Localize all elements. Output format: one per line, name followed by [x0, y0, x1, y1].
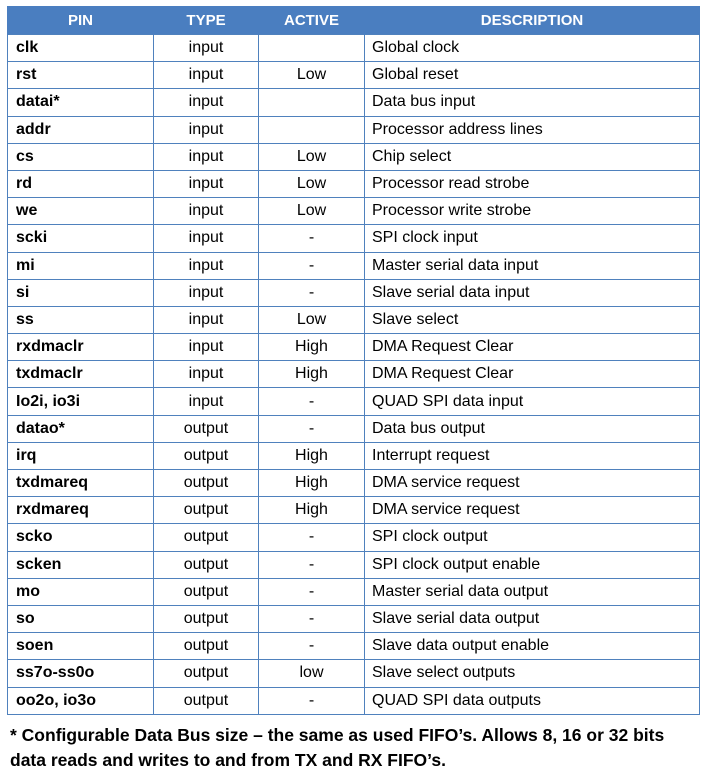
- type-cell: input: [154, 252, 259, 279]
- pin-cell: oo2o, io3o: [8, 687, 154, 714]
- header-pin: PIN: [8, 6, 154, 35]
- table-row: [8, 415, 700, 442]
- type-cell: output: [154, 524, 259, 551]
- active-cell: -: [259, 633, 365, 660]
- type-cell: output: [154, 633, 259, 660]
- type-cell: input: [154, 306, 259, 333]
- pin-cell: txdmareq: [8, 470, 154, 497]
- pin-cell: scki: [8, 225, 154, 252]
- type-cell: input: [154, 198, 259, 225]
- table-row: [8, 62, 700, 89]
- type-cell: output: [154, 497, 259, 524]
- active-cell: -: [259, 415, 365, 442]
- description-cell: Global clock: [365, 35, 700, 62]
- table-row: [8, 551, 700, 578]
- active-cell: -: [259, 578, 365, 605]
- active-cell: Low: [259, 62, 365, 89]
- description-cell: SPI clock output enable: [365, 551, 700, 578]
- description-cell: Master serial data output: [365, 578, 700, 605]
- table-row: [8, 660, 700, 687]
- table-row: [8, 306, 700, 333]
- pin-cell: clk: [8, 35, 154, 62]
- table-row: [8, 334, 700, 361]
- active-cell: -: [259, 252, 365, 279]
- description-cell: Slave serial data input: [365, 279, 700, 306]
- type-cell: input: [154, 170, 259, 197]
- table-row: [8, 35, 700, 62]
- footnote: * Configurable Data Bus size – the same as used FIFO’s. Allows 8, 16 or 32 bits data reads and writes to and from TX and RX FIFO’s.: [10, 725, 665, 770]
- type-cell: input: [154, 388, 259, 415]
- type-cell: input: [154, 361, 259, 388]
- type-cell: output: [154, 660, 259, 687]
- active-cell: Low: [259, 198, 365, 225]
- pin-cell: cs: [8, 143, 154, 170]
- table-row: [8, 388, 700, 415]
- type-cell: output: [154, 551, 259, 578]
- type-cell: input: [154, 143, 259, 170]
- type-cell: input: [154, 35, 259, 62]
- type-cell: output: [154, 415, 259, 442]
- type-cell: input: [154, 334, 259, 361]
- type-cell: input: [154, 62, 259, 89]
- active-cell: High: [259, 497, 365, 524]
- description-cell: SPI clock output: [365, 524, 700, 551]
- pin-table: [7, 6, 700, 715]
- pin-cell: so: [8, 605, 154, 632]
- description-cell: Processor read strobe: [365, 170, 700, 197]
- table-row: [8, 225, 700, 252]
- description-cell: Data bus output: [365, 415, 700, 442]
- header-type: TYPE: [154, 6, 259, 35]
- pin-cell: mo: [8, 578, 154, 605]
- table-row: [8, 524, 700, 551]
- table-row: [8, 198, 700, 225]
- active-cell: -: [259, 605, 365, 632]
- active-cell: High: [259, 470, 365, 497]
- table-row: [8, 279, 700, 306]
- description-cell: QUAD SPI data input: [365, 388, 700, 415]
- table-row: [8, 252, 700, 279]
- active-cell: High: [259, 361, 365, 388]
- type-cell: input: [154, 279, 259, 306]
- table-row: [8, 89, 700, 116]
- active-cell: High: [259, 334, 365, 361]
- table-row: [8, 442, 700, 469]
- table-row: [8, 633, 700, 660]
- type-cell: input: [154, 89, 259, 116]
- header-description: DESCRIPTION: [365, 6, 700, 35]
- active-cell: -: [259, 388, 365, 415]
- pin-cell: soen: [8, 633, 154, 660]
- description-cell: Data bus input: [365, 89, 700, 116]
- active-cell: -: [259, 225, 365, 252]
- active-cell: -: [259, 279, 365, 306]
- active-cell: [259, 89, 365, 116]
- pin-cell: irq: [8, 442, 154, 469]
- pin-cell: ss: [8, 306, 154, 333]
- description-cell: Slave select outputs: [365, 660, 700, 687]
- description-cell: Slave serial data output: [365, 605, 700, 632]
- pin-cell: scken: [8, 551, 154, 578]
- active-cell: -: [259, 687, 365, 714]
- active-cell: low: [259, 660, 365, 687]
- pin-cell: addr: [8, 116, 154, 143]
- description-cell: DMA Request Clear: [365, 361, 700, 388]
- pin-cell: ss7o-ss0o: [8, 660, 154, 687]
- table-row: [8, 470, 700, 497]
- table-header-row: [8, 6, 700, 35]
- active-cell: [259, 35, 365, 62]
- table-row: [8, 361, 700, 388]
- pin-cell: datao*: [8, 415, 154, 442]
- pin-cell: txdmaclr: [8, 361, 154, 388]
- description-cell: Interrupt request: [365, 442, 700, 469]
- pin-cell: rxdmaclr: [8, 334, 154, 361]
- type-cell: output: [154, 605, 259, 632]
- pin-cell: rd: [8, 170, 154, 197]
- description-cell: Global reset: [365, 62, 700, 89]
- table-row: [8, 170, 700, 197]
- active-cell: -: [259, 551, 365, 578]
- type-cell: output: [154, 442, 259, 469]
- description-cell: Master serial data input: [365, 252, 700, 279]
- pin-cell: si: [8, 279, 154, 306]
- active-cell: -: [259, 524, 365, 551]
- description-cell: Processor write strobe: [365, 198, 700, 225]
- active-cell: Low: [259, 143, 365, 170]
- table-row: [8, 116, 700, 143]
- description-cell: DMA service request: [365, 470, 700, 497]
- table-row: [8, 143, 700, 170]
- type-cell: output: [154, 578, 259, 605]
- description-cell: DMA Request Clear: [365, 334, 700, 361]
- description-cell: Processor address lines: [365, 116, 700, 143]
- table-row: [8, 497, 700, 524]
- table-row: [8, 578, 700, 605]
- header-active: ACTIVE: [259, 6, 365, 35]
- active-cell: Low: [259, 306, 365, 333]
- pin-cell: rst: [8, 62, 154, 89]
- description-cell: Slave select: [365, 306, 700, 333]
- active-cell: Low: [259, 170, 365, 197]
- pin-cell: rxdmareq: [8, 497, 154, 524]
- type-cell: output: [154, 687, 259, 714]
- table-row: [8, 687, 700, 714]
- pin-cell: scko: [8, 524, 154, 551]
- type-cell: input: [154, 116, 259, 143]
- active-cell: [259, 116, 365, 143]
- active-cell: High: [259, 442, 365, 469]
- table-row: [8, 605, 700, 632]
- description-cell: SPI clock input: [365, 225, 700, 252]
- pin-cell: mi: [8, 252, 154, 279]
- pin-cell: we: [8, 198, 154, 225]
- pin-cell: datai*: [8, 89, 154, 116]
- description-cell: Slave data output enable: [365, 633, 700, 660]
- description-cell: Chip select: [365, 143, 700, 170]
- description-cell: QUAD SPI data outputs: [365, 687, 700, 714]
- description-cell: DMA service request: [365, 497, 700, 524]
- type-cell: input: [154, 225, 259, 252]
- type-cell: output: [154, 470, 259, 497]
- pin-cell: Io2i, io3i: [8, 388, 154, 415]
